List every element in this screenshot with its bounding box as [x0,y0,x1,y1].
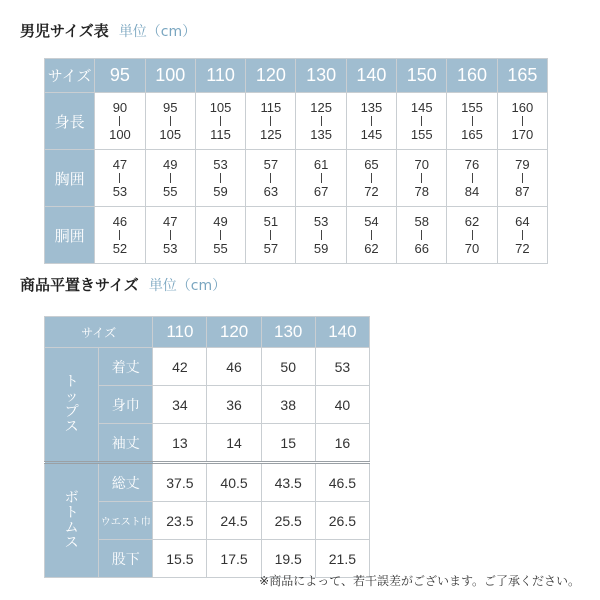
size-range-cell [497,93,547,150]
range-max: 59 [213,184,228,199]
size-range-cell [447,93,497,150]
range-max: 53 [163,241,178,256]
range-min: 54 [364,214,379,229]
range-min: 49 [213,214,228,229]
size-header-label: サイズ [45,59,95,93]
range-bar [119,173,120,183]
size-range-cell [246,207,296,264]
measure-value: 53 [315,348,369,386]
range-min: 90 [112,100,128,115]
range-min: 49 [163,157,178,172]
size-row-label: 胸囲 [45,150,95,207]
size-range-cell [195,93,245,150]
size-range-cell [346,207,396,264]
measure-value: 13 [153,424,207,463]
range-min: 79 [515,157,530,172]
size-row [45,93,548,150]
measure-label: 着丈 [99,348,153,386]
range-min: 125 [310,100,332,115]
size-range-cell [346,93,396,150]
measure-value: 25.5 [261,502,315,540]
size-range-cell [296,93,346,150]
size-chart-unit: 単位（cm） [118,24,197,40]
size-header-cell: 110 [195,59,245,93]
flat-size-table [44,316,370,578]
measure-label: ウエスト巾 [99,502,153,540]
range-min: 53 [313,214,329,229]
measure-value: 23.5 [153,502,207,540]
measure-value: 40 [315,386,369,424]
size-header-cell: 140 [346,59,396,93]
range-bar [472,116,473,126]
size-range-cell [95,150,145,207]
range-bar [321,173,322,183]
range-min: 64 [515,214,530,229]
size-header-cell: 95 [95,59,145,93]
measure-value: 15 [261,424,315,463]
flat-header-cell: 140 [315,317,369,348]
size-header-cell: 150 [397,59,447,93]
range-bar [220,116,221,126]
size-row-label: 胴囲 [45,207,95,264]
range-bar [270,116,271,126]
flat-row [45,463,370,502]
measure-value: 37.5 [153,463,207,502]
range-max: 66 [414,241,429,256]
flat-size-heading [20,274,226,295]
range-max: 155 [410,127,433,142]
range-bar [270,173,271,183]
range-bar [119,230,120,240]
range-bar [522,230,523,240]
size-header-cell: 160 [447,59,497,93]
size-chart-table [44,58,548,264]
range-max: 55 [213,241,228,256]
size-range-cell [145,150,195,207]
flat-header-row [45,317,370,348]
size-row [45,150,548,207]
size-range-cell [195,207,245,264]
range-max: 125 [259,127,282,142]
flat-header-cell: 130 [261,317,315,348]
range-min: 155 [461,100,483,115]
range-min: 47 [112,157,128,172]
range-max: 84 [464,184,480,199]
measure-value: 38 [261,386,315,424]
range-max: 165 [461,127,483,142]
range-max: 72 [364,184,379,199]
range-min: 115 [260,100,282,115]
range-bar [472,173,473,183]
size-range-cell [145,93,195,150]
range-min: 145 [410,100,433,115]
size-range-cell [95,207,145,264]
range-max: 53 [112,184,128,199]
measure-label: 身巾 [99,386,153,424]
measure-value: 19.5 [261,540,315,578]
size-range-cell [497,150,547,207]
size-range-cell [95,93,145,150]
size-row [45,207,548,264]
size-range-cell [397,93,447,150]
measure-value: 15.5 [153,540,207,578]
size-header-row [45,59,548,93]
range-max: 59 [313,241,329,256]
measure-value: 21.5 [315,540,369,578]
range-max: 115 [210,127,231,142]
range-max: 57 [263,241,279,256]
size-range-cell [447,150,497,207]
range-min: 105 [209,100,232,115]
size-header-cell: 130 [296,59,346,93]
measure-value: 26.5 [315,502,369,540]
range-min: 61 [313,157,329,172]
measure-value: 46.5 [315,463,369,502]
range-min: 135 [360,100,383,115]
size-row-label: 身長 [45,93,95,150]
size-range-cell [145,207,195,264]
range-min: 58 [414,214,429,229]
size-range-cell [397,207,447,264]
disclaimer-note: ※商品によって、若干誤差がございます。ご了承ください。 [259,574,580,588]
range-min: 46 [112,214,128,229]
range-max: 105 [159,127,182,142]
measure-label: 袖丈 [99,424,153,463]
flat-size-unit: 単位（cm） [148,278,227,294]
range-max: 72 [515,241,530,256]
range-min: 47 [163,214,178,229]
range-max: 63 [263,184,279,199]
size-header-cell: 165 [497,59,547,93]
group-label: ト ッ プ ス [45,348,99,463]
flat-header-cell: 120 [207,317,261,348]
range-max: 135 [310,127,332,142]
range-max: 100 [109,127,131,142]
size-range-cell [246,150,296,207]
size-range-cell [497,207,547,264]
range-max: 170 [511,127,534,142]
size-range-cell [296,207,346,264]
range-min: 62 [464,214,480,229]
range-bar [421,173,422,183]
size-range-cell [447,207,497,264]
range-bar [522,173,523,183]
range-bar [321,230,322,240]
group-label: ボ ト ム ス [45,463,99,578]
size-chart-title: 男児サイズ表 [20,22,109,40]
flat-row [45,348,370,386]
range-min: 51 [263,214,279,229]
measure-label: 股下 [99,540,153,578]
range-max: 87 [515,184,530,199]
range-bar [421,116,422,126]
range-max: 52 [112,241,128,256]
measure-value: 16 [315,424,369,463]
measure-value: 40.5 [207,463,261,502]
measure-value: 36 [207,386,261,424]
size-range-cell [346,150,396,207]
range-bar [119,116,120,126]
measure-value: 46 [207,348,261,386]
size-header-cell: 100 [145,59,195,93]
size-range-cell [296,150,346,207]
range-bar [170,230,171,240]
range-bar [220,173,221,183]
range-min: 95 [163,100,178,115]
measure-value: 17.5 [207,540,261,578]
range-bar [170,173,171,183]
range-max: 70 [464,241,480,256]
size-range-cell [246,93,296,150]
range-max: 62 [364,241,379,256]
range-bar [170,116,171,126]
flat-size-title: 商品平置きサイズ [20,276,139,294]
range-min: 53 [213,157,228,172]
measure-value: 14 [207,424,261,463]
measure-label: 総丈 [99,463,153,502]
range-min: 160 [511,100,534,115]
range-min: 65 [364,157,379,172]
range-bar [371,116,372,126]
size-range-cell [397,150,447,207]
range-bar [421,230,422,240]
range-max: 78 [414,184,429,199]
measure-value: 24.5 [207,502,261,540]
range-bar [371,230,372,240]
range-min: 57 [263,157,279,172]
range-bar [321,116,322,126]
range-min: 76 [464,157,480,172]
range-min: 70 [414,157,429,172]
range-bar [270,230,271,240]
range-bar [472,230,473,240]
range-max: 55 [163,184,178,199]
size-range-cell [195,150,245,207]
flat-header-label: サイズ [45,317,153,348]
range-max: 67 [313,184,329,199]
size-chart-heading [20,20,196,41]
range-max: 145 [360,127,383,142]
range-bar [522,116,523,126]
measure-value: 43.5 [261,463,315,502]
measure-value: 34 [153,386,207,424]
flat-header-cell: 110 [153,317,207,348]
range-bar [371,173,372,183]
range-bar [220,230,221,240]
measure-value: 50 [261,348,315,386]
measure-value: 42 [153,348,207,386]
size-header-cell: 120 [246,59,296,93]
